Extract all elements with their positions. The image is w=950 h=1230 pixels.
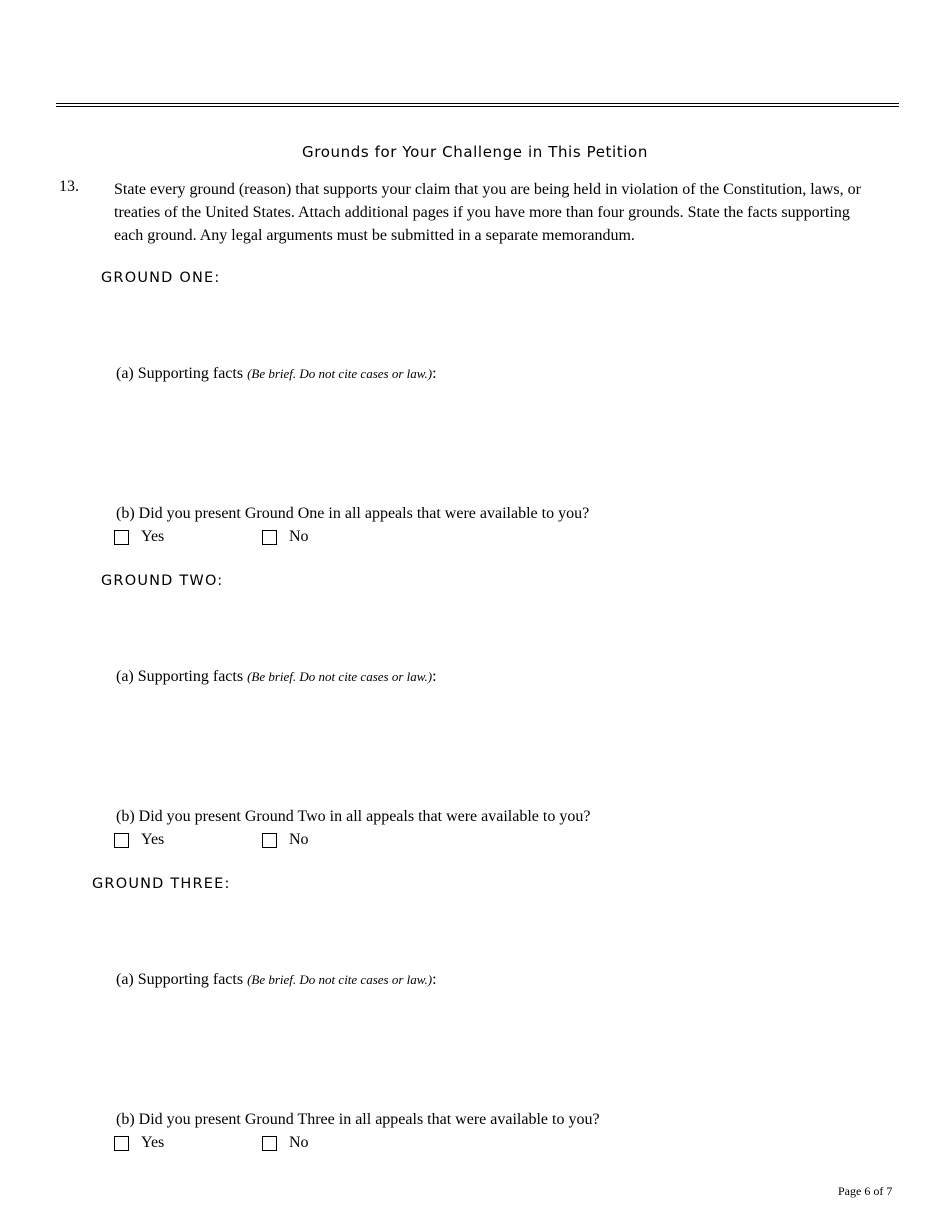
ground-two-no-checkbox[interactable] [262,833,277,848]
ground-two-appeals-question: (b) Did you present Ground Two in all appeals that were available to you? [116,808,591,825]
ground-one-appeals-question: (b) Did you present Ground One in all appeals that were available to you? [116,505,590,522]
ground-three-yes-option[interactable] [114,1134,164,1152]
facts-colon: : [432,668,437,685]
facts-colon: : [432,365,437,382]
ground-two-yes-checkbox[interactable] [114,833,129,848]
ground-two-no-option[interactable] [262,831,309,849]
ground-three-appeals-question: (b) Did you present Ground Three in all appeals that were available to you? [116,1111,600,1128]
facts-label: (a) Supporting facts [116,365,248,382]
section-title: Grounds for Your Challenge in This Petition [302,143,648,161]
ground-one-supporting-facts-label [116,365,437,383]
facts-note: (Be brief. Do not cite cases or law.) [247,972,433,987]
facts-colon: : [432,971,437,988]
facts-label: (a) Supporting facts [116,668,248,685]
facts-note: (Be brief. Do not cite cases or law.) [247,669,433,684]
ground-two-heading: GROUND TWO: [101,573,224,589]
ground-one-no-option[interactable] [262,528,309,546]
no-label: No [289,528,309,545]
facts-label: (a) Supporting facts [116,971,248,988]
facts-note: (Be brief. Do not cite cases or law.) [247,366,433,381]
ground-one-no-checkbox[interactable] [262,530,277,545]
no-label: No [289,1134,309,1151]
ground-two-yes-option[interactable] [114,831,164,849]
ground-one-yes-checkbox[interactable] [114,530,129,545]
item-instructions: State every ground (reason) that supports your claim that you are being held in violation of the Constitution, laws, or treaties of the United States. Attach additional pages if you have more than four grounds. State the facts supporting each ground. Any legal arguments must be submitted in a separate memorandum. [114,181,861,244]
yes-label: Yes [141,1134,165,1151]
top-rule-upper [56,103,899,104]
yes-label: Yes [141,831,165,848]
ground-three-supporting-facts-label [116,971,437,989]
item-number: 13. [59,178,79,195]
ground-three-heading: GROUND THREE: [92,876,231,892]
ground-three-no-checkbox[interactable] [262,1136,277,1151]
ground-one-heading: GROUND ONE: [101,270,221,286]
top-rule-lower [56,106,899,107]
ground-one-yes-option[interactable] [114,528,164,546]
ground-two-supporting-facts-label [116,668,437,686]
ground-three-no-option[interactable] [262,1134,309,1152]
ground-three-yes-checkbox[interactable] [114,1136,129,1151]
yes-label: Yes [141,528,165,545]
page-number: Page 6 of 7 [838,1184,893,1198]
no-label: No [289,831,309,848]
